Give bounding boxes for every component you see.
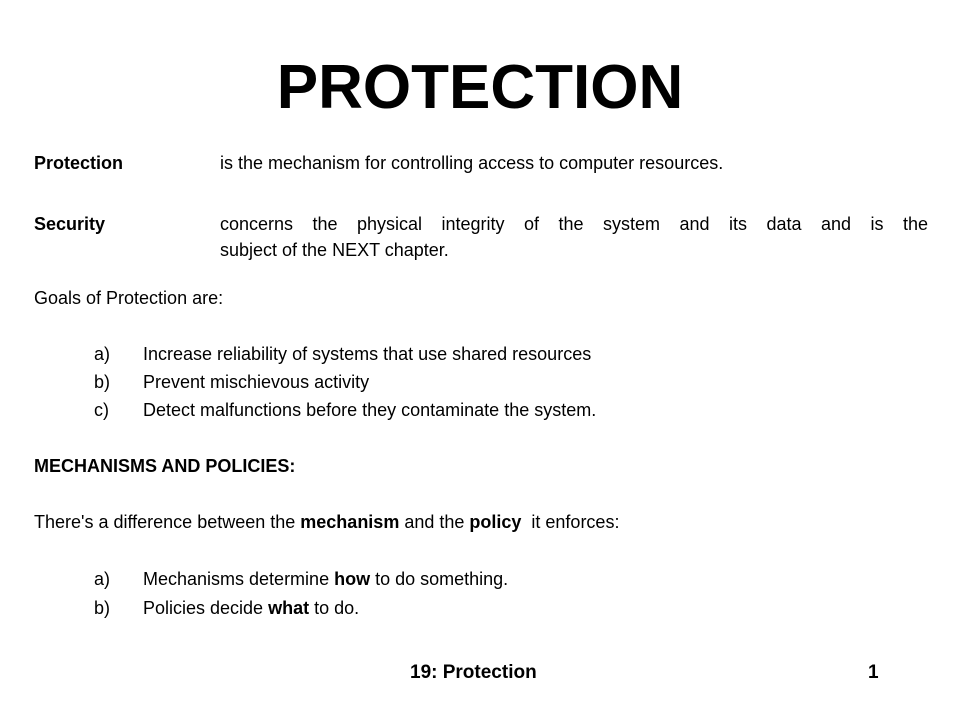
difference-bold-mechanism: mechanism <box>300 512 400 532</box>
goals-heading: Goals of Protection are: <box>34 288 224 308</box>
difference-bold-policy: policy <box>469 512 522 532</box>
difference-text-1: There's a difference between the <box>34 512 301 532</box>
goal-item: Increase reliability of systems that use shared resources <box>143 344 592 364</box>
definition-text-security-line1: concerns the physical integrity of the system and its data and is the <box>220 214 928 234</box>
difference-text-3: it enforces: <box>521 512 620 532</box>
rule-text-post: to do something. <box>370 569 509 589</box>
definition-text-protection: is the mechanism for controlling access to computer resources. <box>220 153 724 173</box>
rule-text-bold: what <box>268 598 310 618</box>
difference-text-2: and the <box>399 512 470 532</box>
goal-item: Prevent mischievous activity <box>143 372 370 392</box>
goal-marker: b) <box>94 372 111 392</box>
goal-item: Detect malfunctions before they contaminate the system. <box>143 400 597 420</box>
definition-text-security-line2: subject of the NEXT chapter. <box>220 240 449 260</box>
definition-term-protection: Protection <box>34 153 124 173</box>
slide-title: PROTECTION <box>276 53 684 122</box>
rule-marker: a) <box>94 569 111 589</box>
rule-item <box>143 595 359 621</box>
definition-term-security: Security <box>34 214 106 234</box>
footer-label: 19: Protection <box>410 662 537 683</box>
rule-text-pre: Mechanisms determine <box>143 569 335 589</box>
page-number: 1 <box>868 662 879 683</box>
rule-text-bold: how <box>334 569 371 589</box>
section-heading: MECHANISMS AND POLICIES: <box>34 456 296 476</box>
rule-marker: b) <box>94 598 111 618</box>
difference-sentence <box>34 509 619 535</box>
goal-marker: c) <box>94 400 109 420</box>
rule-text-post: to do. <box>309 598 360 618</box>
rule-item <box>143 566 508 592</box>
goal-marker: a) <box>94 344 111 364</box>
rule-text-pre: Policies decide <box>143 598 269 618</box>
